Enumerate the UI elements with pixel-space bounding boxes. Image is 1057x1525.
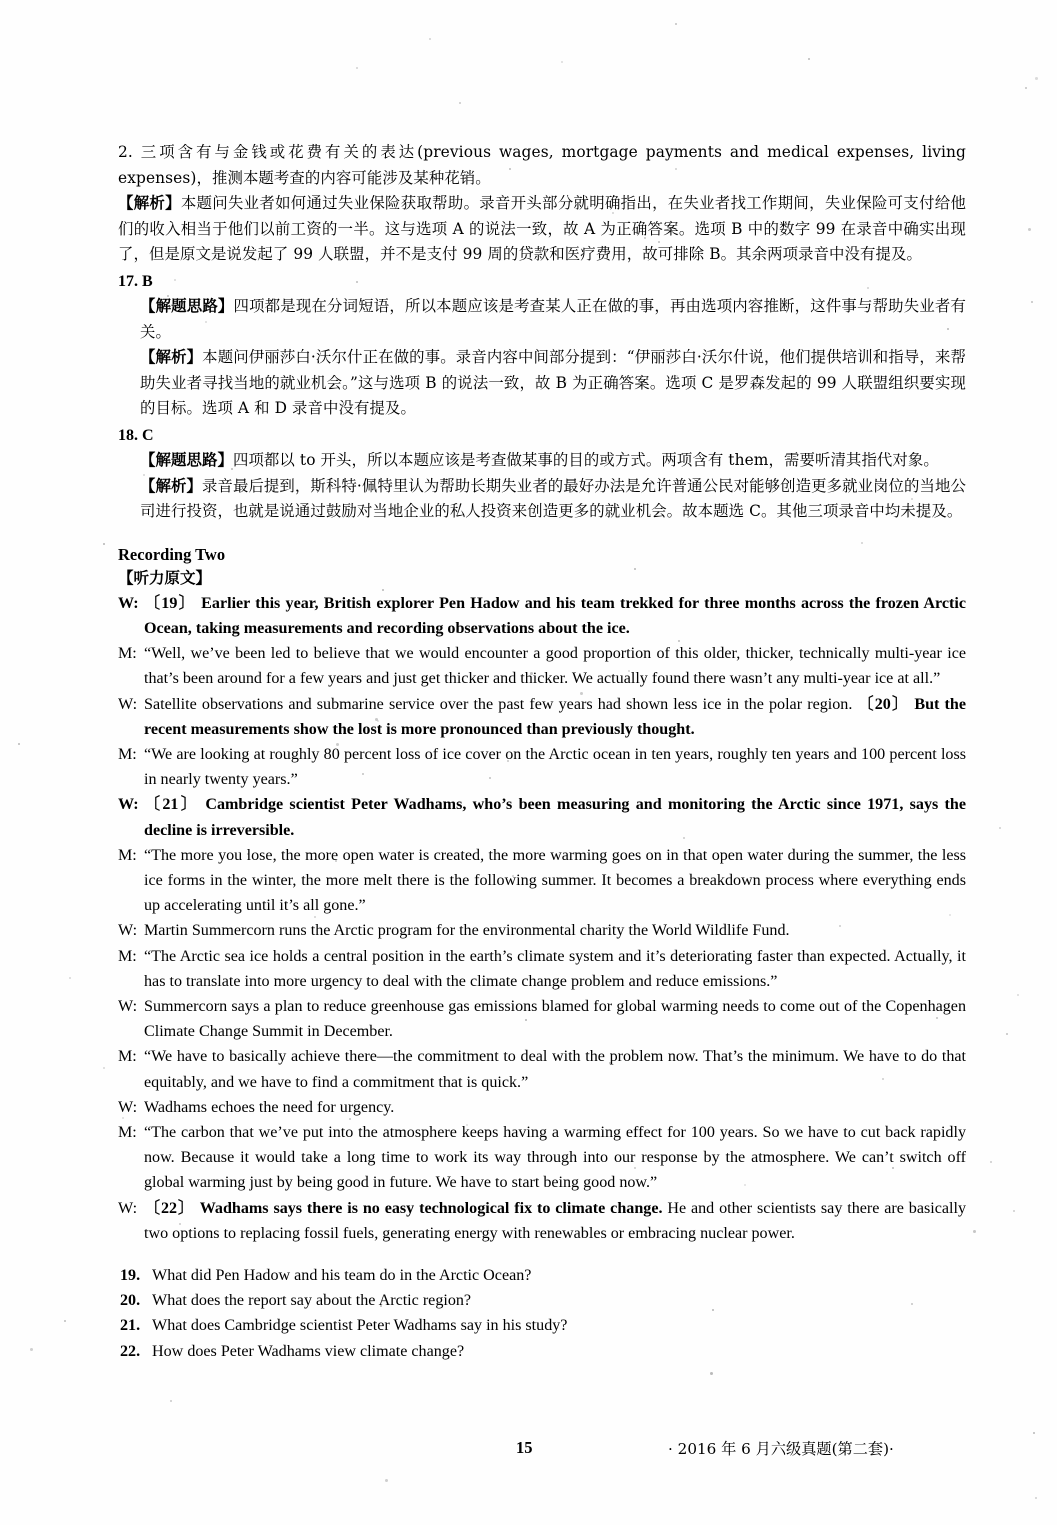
answer-number: 18. bbox=[118, 426, 138, 444]
question-text: What did Pen Hadow and his team do in the Arctic Ocean? bbox=[152, 1267, 532, 1284]
dialogue-turn bbox=[118, 641, 966, 691]
answer-body-18 bbox=[140, 448, 966, 525]
question-row bbox=[118, 1339, 966, 1364]
speaker-label: W: bbox=[118, 997, 138, 1015]
speaker-label: M: bbox=[118, 846, 137, 864]
speaker-label: M: bbox=[118, 1123, 137, 1141]
speaker-label: W: bbox=[118, 1199, 138, 1217]
turn-text: 〔19〕 Earlier this year, British explorer Pen Hadow and his team trekked for three months across the frozen Arctic Ocean, taking measurements and recording observations about the ice. bbox=[144, 594, 966, 637]
turn-text: “The more you lose, the more open water is created, the more warming goes on in that open water during the summer, the less ice forms in the winter, the more melt there is the following summer. It becomes a breakdown process where everything ends up accelerating until it’s all gone.” bbox=[144, 846, 966, 915]
speaker-label: W: bbox=[118, 922, 138, 940]
analysis-text: 录音最后提到，斯科特·佩特里认为帮助长期失业者的最好办法是允许普通公民对能够创造更多就业岗位的当地公司进行投资，也就是说通过鼓励对当地企业的私人投资来创造更多的就业机会。故本题选 C。其他三项录音中均未提及。 bbox=[140, 476, 967, 521]
speaker-label: W: bbox=[118, 695, 138, 713]
turn-text: 〔22〕 Wadhams says there is no easy technological fix to climate change. He and other scientists say there are basically two options to replacing fossil fuels, generating energy with renewables or embracing nuclear power. bbox=[144, 1199, 966, 1242]
analysis-18 bbox=[140, 474, 966, 525]
dialogue-turn bbox=[118, 591, 966, 641]
question-text: What does Cambridge scientist Peter Wadhams say in his study? bbox=[152, 1317, 568, 1335]
analysis-text: 本题问伊丽莎白·沃尔什正在做的事。录音内容中间部分提到：“伊丽莎白·沃尔什说，他们提供培训和指导，来帮助失业者寻找当地的就业机会。”这与选项 B 的说法一致，故 B 为正确答案。选项 C 是罗森发起的 99 人联盟组织要实现的目标。选项 A 和 D 录音中没有提及。 bbox=[140, 348, 966, 418]
answer-letter: B bbox=[142, 272, 153, 290]
question-row bbox=[118, 1263, 966, 1288]
analysis-label: 【解析】 bbox=[140, 348, 203, 367]
answer-heading-17 bbox=[118, 270, 966, 294]
turn-text: “The Arctic sea ice holds a central position in the earth’s climate system and it’s deteriorating faster than expected. Actually, it has to translate into more urgency to deal with the climate change problem and reduce emissions.” bbox=[144, 947, 966, 990]
question-marker: 〔21〕 bbox=[144, 796, 206, 814]
explanation-analysis-16 bbox=[118, 191, 966, 268]
speaker-label: M: bbox=[118, 1048, 137, 1066]
dialogue-turn bbox=[118, 1044, 966, 1094]
turn-text: Summercorn says a plan to reduce greenhouse gas emissions blamed for global warming needs to come out of the Copenhagen Climate Change Summit in December. bbox=[144, 997, 966, 1041]
dialogue-transcript bbox=[118, 591, 966, 1246]
speaker-label: W: bbox=[118, 796, 139, 814]
dialogue-turn bbox=[118, 944, 966, 994]
answer-body-17 bbox=[140, 294, 966, 422]
question-marker: 〔20〕 bbox=[852, 695, 915, 713]
turn-text: Satellite observations and submarine service over the past few years had shown less ice in the polar region. 〔20〕 But the recent measurements show the lost is more pronounced than previously thought. bbox=[144, 695, 966, 738]
page-content bbox=[118, 140, 966, 1364]
question-marker: 〔19〕 bbox=[144, 594, 202, 612]
question-row bbox=[118, 1313, 966, 1338]
dialogue-turn bbox=[118, 1095, 966, 1120]
page-number: 15 bbox=[516, 1438, 533, 1457]
approach-label: 【解题思路】 bbox=[140, 296, 234, 315]
speaker-label: M: bbox=[118, 645, 137, 663]
dialogue-turn bbox=[118, 1120, 966, 1196]
speaker-label: M: bbox=[118, 947, 137, 965]
question-marker: 〔22〕 bbox=[144, 1199, 200, 1217]
dialogue-turn bbox=[118, 994, 966, 1044]
speaker-label: W: bbox=[118, 594, 139, 612]
turn-text: Martin Summercorn runs the Arctic program for the environmental charity the World Wildlife Fund. bbox=[144, 922, 790, 940]
dialogue-turn bbox=[118, 918, 966, 943]
analysis-17 bbox=[140, 345, 966, 422]
question-number: 20. bbox=[120, 1292, 141, 1310]
question-number: 22. bbox=[120, 1342, 141, 1360]
dialogue-turn bbox=[118, 843, 966, 919]
page-footer bbox=[0, 1438, 1057, 1468]
turn-text: “Well, we’ve been led to believe that we would encounter a good proportion of this older, thicker, technically multi-year ice that’s been around for a few years and just get thicker and thicker. We actually found there wasn’t any multi-year ice at all.” bbox=[144, 645, 966, 688]
highlighted-sentence: But the recent measurements show the lost is more pronounced than previously thought. bbox=[144, 695, 966, 738]
question-text: What does the report say about the Arctic region? bbox=[152, 1292, 472, 1310]
approach-text: 四项都以 to 开头，所以本题应该是考查做某事的目的或方式。两项含有 them，需要听清其指代对象。 bbox=[232, 450, 939, 469]
analysis-label: 【解析】 bbox=[118, 194, 181, 213]
dialogue-turn bbox=[118, 692, 966, 742]
answer-letter: C bbox=[142, 426, 154, 444]
recording-script-label: 【听力原文】 bbox=[118, 567, 212, 587]
dialogue-turn bbox=[118, 792, 966, 842]
recording-title: Recording Two bbox=[118, 544, 226, 564]
analysis-label: 【解析】 bbox=[140, 476, 202, 495]
questions-list bbox=[118, 1263, 966, 1364]
footer-source-note: · 2016 年 6 月六级真题(第二套)· bbox=[668, 1440, 894, 1458]
approach-text: 四项都是现在分词短语，所以本题应该是考查某人正在做的事，再由选项内容推断，这件事与帮助失业者有关。 bbox=[140, 296, 967, 341]
question-number: 21. bbox=[120, 1317, 141, 1335]
dialogue-turn bbox=[118, 1196, 966, 1246]
turn-text: “We have to basically achieve there—the commitment to deal with the problem now. That’s the minimum. We have to do that equitably, and we have to find a commitment that is quick.” bbox=[144, 1048, 966, 1091]
highlighted-sentence: Wadhams says there is no easy technological fix to climate change. bbox=[199, 1199, 668, 1217]
speaker-label: M: bbox=[118, 745, 137, 763]
question-text: How does Peter Wadhams view climate change? bbox=[152, 1342, 465, 1360]
question-row bbox=[118, 1288, 966, 1313]
speaker-label: W: bbox=[118, 1098, 138, 1116]
dialogue-turn bbox=[118, 742, 966, 792]
approach-17 bbox=[140, 294, 966, 345]
turn-text: 〔21〕 Cambridge scientist Peter Wadhams, who’s been measuring and monitoring the Arctic since 1971, says the decline is irreversible. bbox=[144, 796, 966, 839]
turn-text: “The carbon that we’ve put into the atmosphere keeps having a warming effect for 100 years. So we have to cut back rapidly now. Because it would take a long time to work its way through into our response by the atmosphere. We can’t switch off global warming just by being good in future. We have to start being good now.” bbox=[144, 1123, 966, 1192]
analysis-text: 本题问失业者如何通过失业保险获取帮助。录音开头部分就明确指出，在失业者找工作期间，失业保险可支付给他们的收入相当于他们以前工资的一半。这与选项 A 的说法一致，故 A 为正确答案。选项 B 中的数字 99 在录音中确实出现了，但是原文是说发起了 99 人联盟，并不是支付 99 周的贷款和医疗费用，故可排除 B。其余两项录音中没有提及。 bbox=[118, 194, 966, 264]
answer-heading-18 bbox=[118, 424, 966, 448]
answer-number: 17. bbox=[118, 272, 138, 290]
approach-18 bbox=[140, 448, 966, 474]
turn-text: “We are looking at roughly 80 percent loss of ice cover on the Arctic ocean in ten years, roughly ten years and 100 percent loss in nearly twenty years.” bbox=[144, 745, 966, 789]
approach-label: 【解题思路】 bbox=[140, 450, 233, 469]
explanation-item-2: 2. 三项含有与金钱或花费有关的表达(previous wages, mortgage payments and medical expenses, living expenses)，推测本题考查的内容可能涉及某种花销。 bbox=[118, 143, 966, 187]
question-number: 19. bbox=[120, 1267, 141, 1284]
turn-text: Wadhams echoes the need for urgency. bbox=[144, 1098, 395, 1116]
